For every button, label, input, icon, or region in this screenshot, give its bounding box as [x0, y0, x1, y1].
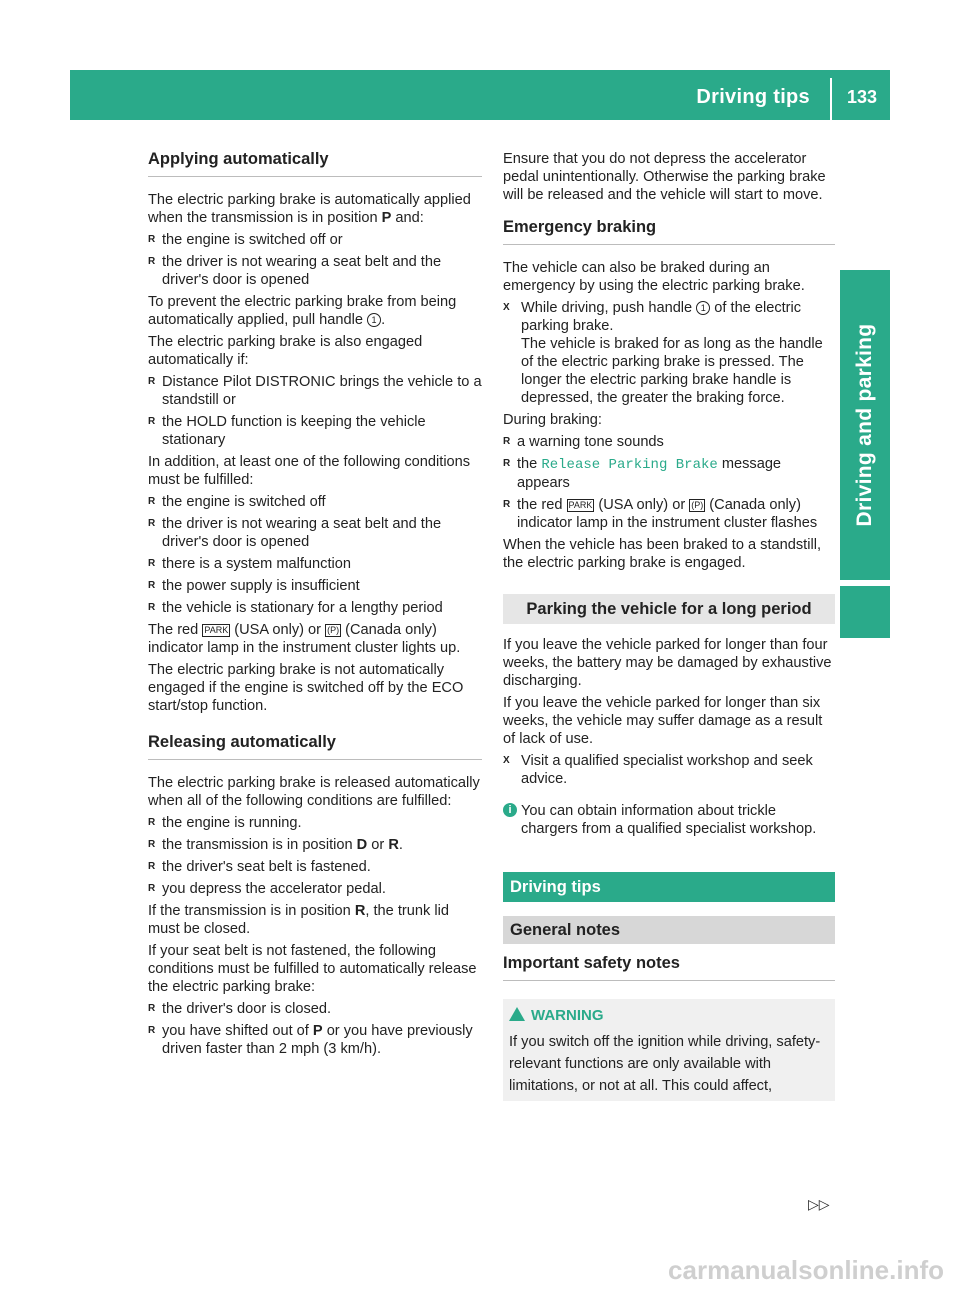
right-column: [503, 150, 835, 1101]
handle-number-icon: 1: [367, 313, 381, 327]
paragraph: The vehicle can also be braked during an emergency by using the electric parking brake.: [503, 260, 805, 294]
side-tab-label: Driving and parking: [853, 323, 876, 527]
heading-parking-long: Parking the vehicle for a long period: [503, 594, 835, 624]
list-item: R the driver's seat belt is fastened.: [148, 858, 482, 876]
paragraph: To prevent the electric parking brake from being automatically applied, pull handle 1 .: [148, 294, 457, 328]
warning-box: [503, 999, 835, 1101]
warning-heading: WARNING: [509, 1007, 829, 1025]
handle-number-icon: 1: [696, 301, 710, 315]
list-item: R the engine is switched off or: [148, 231, 482, 249]
list-item: R the power supply is insufficient: [148, 577, 482, 595]
left-column: [148, 150, 482, 1062]
heading-safety-notes: Important safety notes: [503, 954, 835, 981]
section-band-general-notes: General notes: [503, 916, 835, 944]
heading-emergency: Emergency braking: [503, 218, 835, 245]
list-item: R the driver is not wearing a seat belt and the driver's door is opened: [148, 253, 482, 289]
paragraph: The red PARK (USA only) or (P) (Canada only) indicator lamp in the instrument cluster lights up.: [148, 622, 461, 656]
side-block: [840, 586, 890, 638]
list-item: R the HOLD function is keeping the vehicle stationary: [148, 413, 482, 449]
header-bar: [70, 70, 890, 120]
list-item: R you have shifted out of P or you have previously driven faster than 2 mph (3 km/h).: [148, 1022, 482, 1058]
paragraph: When the vehicle has been braked to a standstill, the electric parking brake is engaged.: [503, 537, 822, 571]
list-item: R Distance Pilot DISTRONIC brings the vehicle to a standstill or: [148, 373, 482, 409]
header-divider: [830, 78, 832, 120]
paragraph: During braking:: [503, 412, 602, 428]
paragraph: In addition, at least one of the following conditions must be fulfilled:: [148, 454, 471, 488]
watermark: carmanualsonline.info: [668, 1255, 944, 1285]
paragraph: The electric parking brake is also engaged automatically if:: [148, 334, 423, 368]
paragraph: If the transmission is in position R, the trunk lid must be closed.: [148, 903, 449, 937]
info-note: i You can obtain information about trickle chargers from a qualified specialist workshop.: [503, 802, 835, 838]
paragraph: If you leave the vehicle parked for longer than four weeks, the battery may be damaged by exhaustive discharging.: [503, 637, 832, 689]
instruction-step: X Visit a qualified specialist workshop and seek advice.: [503, 752, 835, 788]
park-indicator-icon: PARK: [568, 499, 593, 510]
list-item: R the vehicle is stationary for a lengthy period: [148, 599, 482, 617]
list-item: R a warning tone sounds: [503, 433, 835, 451]
list-item: R the transmission is in position D or R.: [148, 836, 482, 854]
paragraph: If your seat belt is not fastened, the following conditions must be fulfilled to automatically release the electric parking brake:: [148, 943, 477, 995]
paragraph: Ensure that you do not depress the accelerator pedal unintentionally. Otherwise the parking brake will be released and the vehicle will start to move.: [503, 151, 826, 203]
paragraph: The electric parking brake is not automatically engaged if the engine is switched off by the ECO start/stop function.: [148, 662, 464, 714]
paragraph: The electric parking brake is released automatically when all of the following conditions are fulfilled:: [148, 775, 480, 809]
paragraph: If you leave the vehicle parked for longer than six weeks, the vehicle may suffer damage as a result of lack of use.: [503, 695, 823, 747]
header-title: Driving tips: [696, 86, 810, 108]
list-item: R the Release Parking Brake message appears: [503, 455, 835, 492]
warning-text: If you switch off the ignition while driving, safety-relevant functions are only available with limitations, or not at all. This could affect,: [509, 1034, 821, 1094]
list-item: R the engine is switched off: [148, 493, 482, 511]
park-canada-indicator-icon: (P): [691, 499, 704, 510]
list-item: R the driver's door is closed.: [148, 1000, 482, 1018]
list-item: R you depress the accelerator pedal.: [148, 880, 482, 898]
section-band-driving-tips: Driving tips: [503, 872, 835, 902]
paragraph: The electric parking brake is automatically applied when the transmission is in position P and:: [148, 192, 471, 226]
continue-arrow-icon: ▷▷: [808, 1196, 830, 1212]
side-tab: [840, 270, 890, 580]
list-item: R the engine is running.: [148, 814, 482, 832]
park-canada-indicator-icon: (P): [327, 624, 340, 635]
instruction-step: X While driving, push handle 1 of the electric parking brake. The vehicle is braked for as long as the handle of the electric parking brake is pressed. The longer the electric parking brake handle is depressed, the greater the braking force.: [503, 299, 835, 407]
warning-triangle-icon: [509, 1007, 525, 1021]
info-icon: i: [503, 803, 517, 817]
heading-applying: Applying automatically: [148, 150, 482, 177]
heading-releasing: Releasing automatically: [148, 733, 482, 760]
page-number: 133: [846, 87, 878, 107]
park-indicator-icon: PARK: [204, 624, 229, 635]
list-item: R the driver is not wearing a seat belt and the driver's door is opened: [148, 515, 482, 551]
display-message: Release Parking Brake: [541, 457, 718, 473]
list-item: R the red PARK (USA only) or (P) (Canada only) indicator lamp in the instrument cluster flashes: [503, 496, 835, 532]
list-item: R there is a system malfunction: [148, 555, 482, 573]
